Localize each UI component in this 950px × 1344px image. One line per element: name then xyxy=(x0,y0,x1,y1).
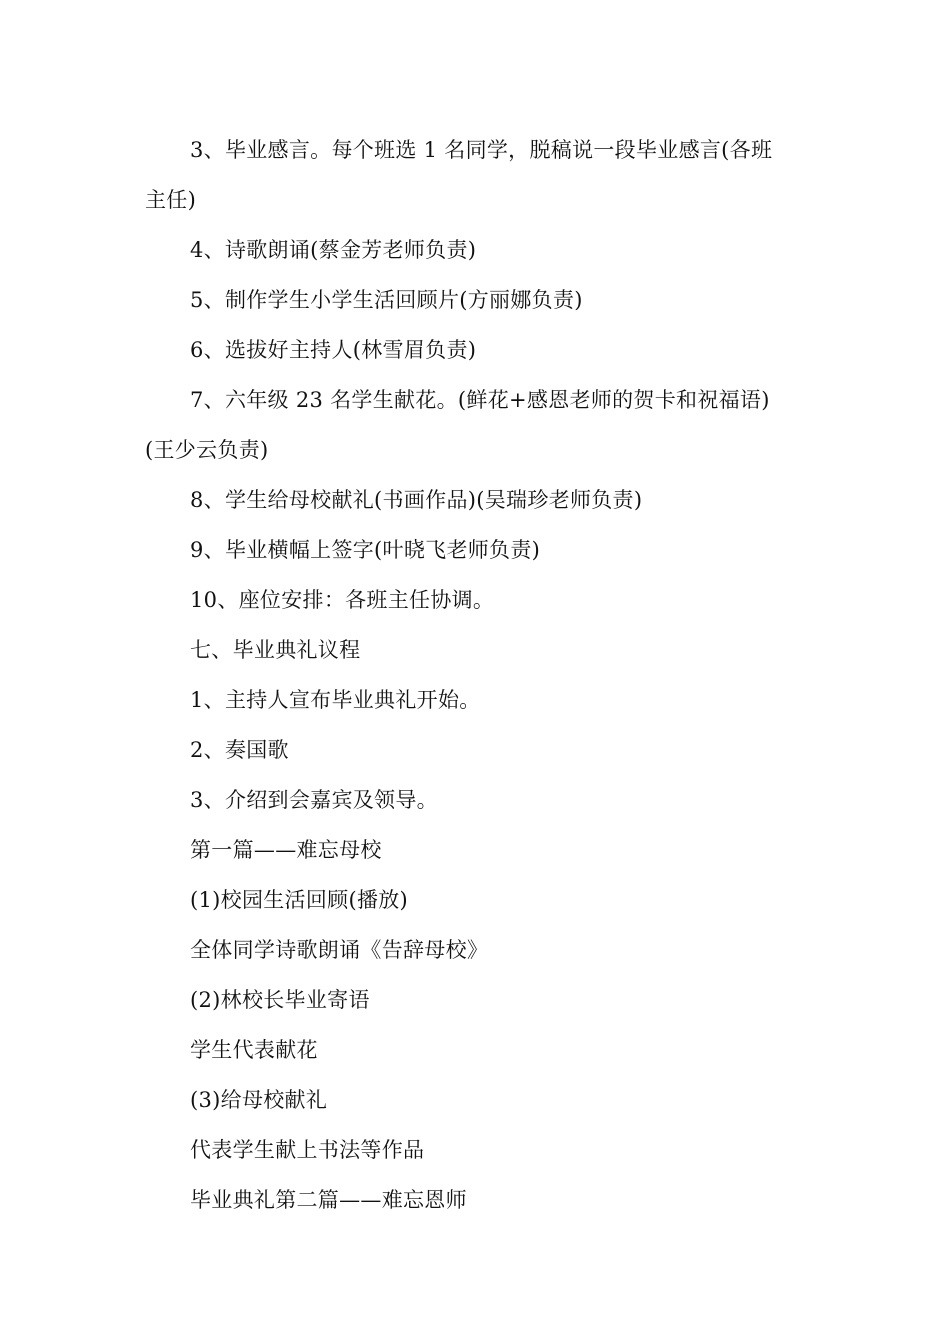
paragraph-school-gift: (3)给母校献礼 xyxy=(190,1088,328,1112)
paragraph-gift-to-school: 8、学生给母校献礼(书画作品)(吴瑞珍老师负责) xyxy=(190,488,643,512)
paragraph-campus-review: (1)校园生活回顾(播放) xyxy=(190,888,409,912)
paragraph-review-video: 5、制作学生小学生活回顾片(方丽娜负责) xyxy=(190,288,583,312)
paragraph-speech-line1: 3、毕业感言。每个班选 1 名同学，脱稿说一段毕业感言(各班 xyxy=(190,138,773,162)
paragraph-agenda-2: 2、奏国歌 xyxy=(190,738,289,762)
paragraph-student-flowers: 学生代表献花 xyxy=(190,1038,318,1062)
paragraph-poetry-recital: 4、诗歌朗诵(蔡金芳老师负责) xyxy=(190,238,477,262)
paragraph-principal-message: (2)林校长毕业寄语 xyxy=(190,988,370,1012)
paragraph-agenda-1: 1、主持人宣布毕业典礼开始。 xyxy=(190,688,481,712)
paragraph-host-selection: 6、选拔好主持人(林雪眉负责) xyxy=(190,338,477,362)
paragraph-flowers-line1: 7、六年级 23 名学生献花。(鲜花+感恩老师的贺卡和祝福语) xyxy=(190,388,770,412)
paragraph-agenda-3: 3、介绍到会嘉宾及领导。 xyxy=(190,788,438,812)
paragraph-flowers-line2: (王少云负责) xyxy=(145,438,269,462)
paragraph-calligraphy: 代表学生献上书法等作品 xyxy=(190,1138,425,1162)
chapter-heading-1: 第一篇——难忘母校 xyxy=(190,838,382,862)
paragraph-poem-recital: 全体同学诗歌朗诵《告辞母校》 xyxy=(190,938,489,962)
paragraph-speech-line2: 主任) xyxy=(145,188,197,212)
paragraph-banner-signing: 9、毕业横幅上签字(叶晓飞老师负责) xyxy=(190,538,541,562)
paragraph-seating: 10、座位安排：各班主任协调。 xyxy=(190,588,495,612)
section-heading-agenda: 七、毕业典礼议程 xyxy=(190,638,361,662)
chapter-heading-2: 毕业典礼第二篇——难忘恩师 xyxy=(190,1188,467,1212)
